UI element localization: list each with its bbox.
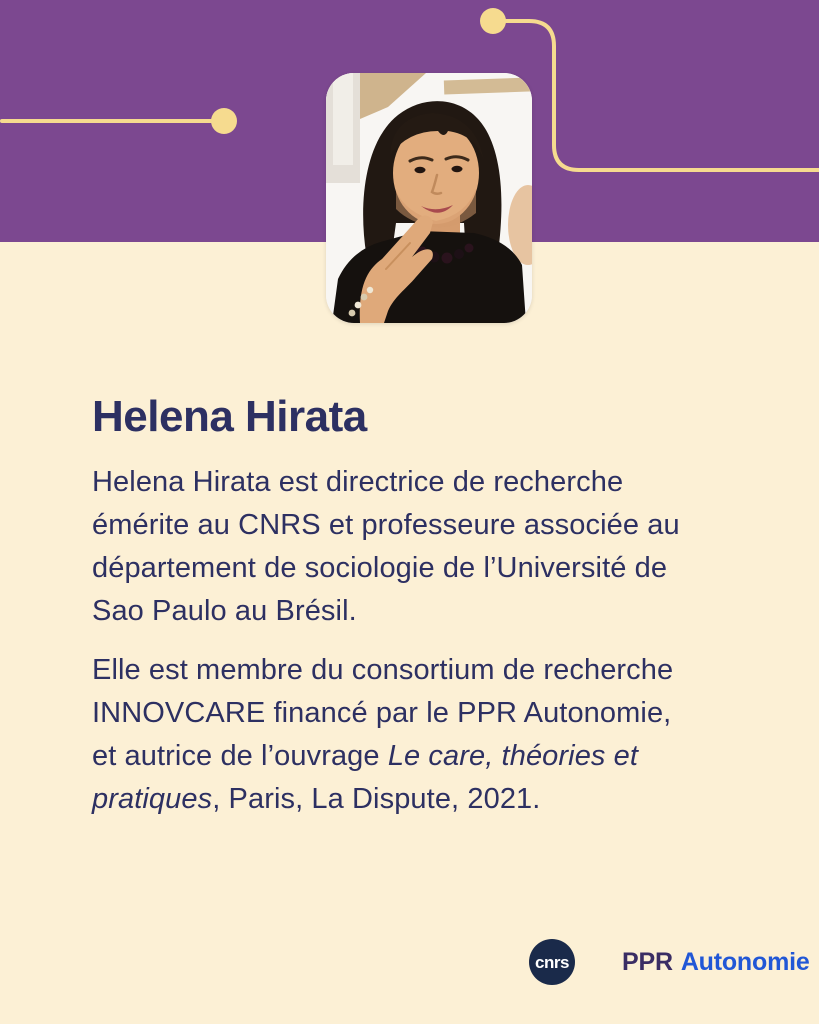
bio-text: et autrice de l’ouvrage — [92, 740, 388, 772]
bio-line: émérite au CNRS et professeure associée au — [92, 509, 680, 541]
bio-line — [92, 735, 673, 778]
eye — [415, 167, 426, 173]
bio-paragraph-1 — [92, 461, 680, 633]
page-title: Helena Hirata — [92, 392, 367, 441]
s-curve-line — [506, 21, 819, 170]
ppr-autonomie-logo — [622, 939, 810, 985]
bio-line: département de sociologie de l’Université de — [92, 552, 668, 584]
cnrs-logo — [529, 939, 575, 985]
cnrs-logo-text: cnrs — [535, 952, 569, 972]
bio-text: , Paris, La Dispute, 2021. — [212, 783, 541, 815]
book-title-part: Le care, théories et — [387, 740, 639, 772]
yellow-dot-icon — [480, 8, 506, 34]
portrait-illustration — [326, 73, 532, 323]
book-title-part: pratiques — [92, 783, 213, 815]
footer — [0, 939, 819, 985]
eye — [452, 166, 463, 172]
bio-line: Sao Paulo au Brésil. — [92, 595, 357, 627]
portrait-photo — [326, 73, 532, 323]
ppr-logo-suffix: Autonomie — [680, 947, 810, 976]
bio-line: Elle est membre du consortium de recherche — [92, 654, 674, 686]
bio-line — [92, 778, 673, 821]
bio-line: INNOVCARE financé par le PPR Autonomie, — [92, 697, 672, 729]
bio-line: Helena Hirata est directrice de recherche — [92, 466, 624, 498]
ppr-logo-prefix: PPR — [622, 947, 673, 976]
bio-paragraph-2 — [92, 649, 673, 821]
